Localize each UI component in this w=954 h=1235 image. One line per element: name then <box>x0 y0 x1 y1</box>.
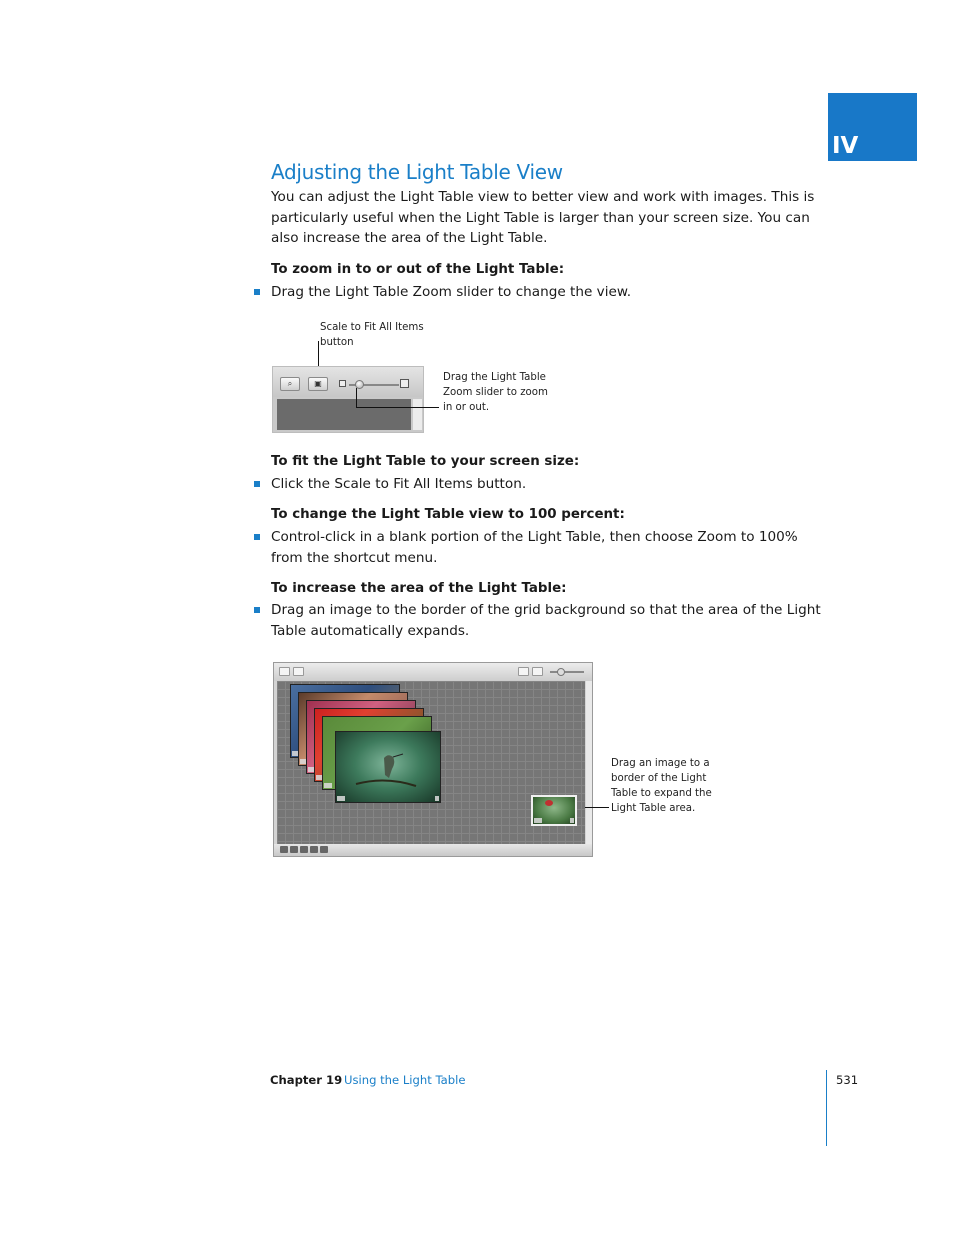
vertical-scrollbar[interactable] <box>586 681 592 845</box>
view-icon[interactable] <box>279 667 290 676</box>
large-image-icon <box>400 379 409 388</box>
part-tab-label: IV <box>832 133 859 159</box>
dragged-photo-thumbnail[interactable] <box>531 795 577 826</box>
bullet-marker <box>254 481 260 487</box>
light-table-toolbar <box>274 663 592 681</box>
part-tab <box>828 93 917 161</box>
crop-icon[interactable] <box>300 846 308 853</box>
hummingbird-icon <box>336 732 440 802</box>
callout-text: Scale to Fit All Items <box>320 322 424 333</box>
callout-text: Drag an image to a <box>611 758 710 769</box>
zoom-toolbar-figure <box>272 366 424 433</box>
bullet-text: Drag an image to the border of the grid background so that the area of the Light Table automatically expands. <box>271 602 821 639</box>
lift-icon[interactable] <box>320 846 328 853</box>
zoom-icon[interactable] <box>518 667 529 676</box>
light-table-grid[interactable] <box>277 399 411 430</box>
light-table-bottom-bar <box>274 844 592 856</box>
bullet-marker <box>254 534 260 540</box>
bullet-marker <box>254 289 260 295</box>
bullet-text: Drag the Light Table Zoom slider to change the view. <box>271 284 632 300</box>
small-image-icon <box>339 380 346 387</box>
light-table-figure <box>273 662 593 857</box>
zoom-slider-track[interactable] <box>550 671 584 673</box>
hummingbird-photo[interactable] <box>335 731 441 803</box>
loupe-icon[interactable] <box>310 846 318 853</box>
callout-text: Zoom slider to zoom <box>443 387 548 398</box>
callout-leader-line <box>585 807 609 808</box>
intro-paragraph: You can adjust the Light Table view to better view and work with images. This is particularly useful when the Light Table is larger than your screen size. You can also increase the area of the Light Table. <box>271 189 815 246</box>
light-table-grid[interactable] <box>277 681 585 845</box>
vertical-scrollbar[interactable] <box>413 399 422 430</box>
light-table-toolbar <box>273 367 423 397</box>
callout-text: Table to expand the <box>611 788 712 799</box>
section-heading: Adjusting the Light Table View <box>271 160 563 184</box>
callout-zoom-slider <box>443 370 548 415</box>
task-title-fit: To fit the Light Table to your screen size: <box>271 454 580 469</box>
view-icon[interactable] <box>293 667 304 676</box>
task-title-zoom: To zoom in to or out of the Light Table: <box>271 262 565 277</box>
callout-text: Light Table area. <box>611 803 696 814</box>
callout-text: Drag the Light Table <box>443 372 546 383</box>
bullet-marker <box>254 607 260 613</box>
footer-chapter-title[interactable]: Using the Light Table <box>344 1073 466 1087</box>
callout-scale-to-fit <box>320 320 424 350</box>
callout-leader-line <box>356 407 439 408</box>
callout-leader-line <box>356 388 357 408</box>
scale-to-fit-button[interactable]: ▣ <box>308 377 328 391</box>
zoom-slider-knob[interactable] <box>557 668 565 676</box>
page-number: 531 <box>836 1073 859 1087</box>
rotate-icon[interactable] <box>290 846 298 853</box>
pointer-icon[interactable] <box>280 846 288 853</box>
task-title-100-percent: To change the Light Table view to 100 percent: <box>271 507 625 522</box>
task-title-increase-area: To increase the area of the Light Table: <box>271 581 567 596</box>
callout-text: in or out. <box>443 402 490 413</box>
bullet-text: Control-click in a blank portion of the Light Table, then choose Zoom to 100% from the shortcut menu. <box>271 529 798 566</box>
footer-divider <box>826 1070 827 1146</box>
bullet-text: Click the Scale to Fit All Items button. <box>271 476 527 492</box>
callout-text: border of the Light <box>611 773 707 784</box>
scale-to-fit-button[interactable] <box>532 667 543 676</box>
zoom-icon[interactable]: ⌕ <box>280 377 300 391</box>
callout-expand-area <box>611 756 712 816</box>
callout-text: button <box>320 337 354 348</box>
footer-chapter: Chapter 19 <box>270 1073 343 1087</box>
